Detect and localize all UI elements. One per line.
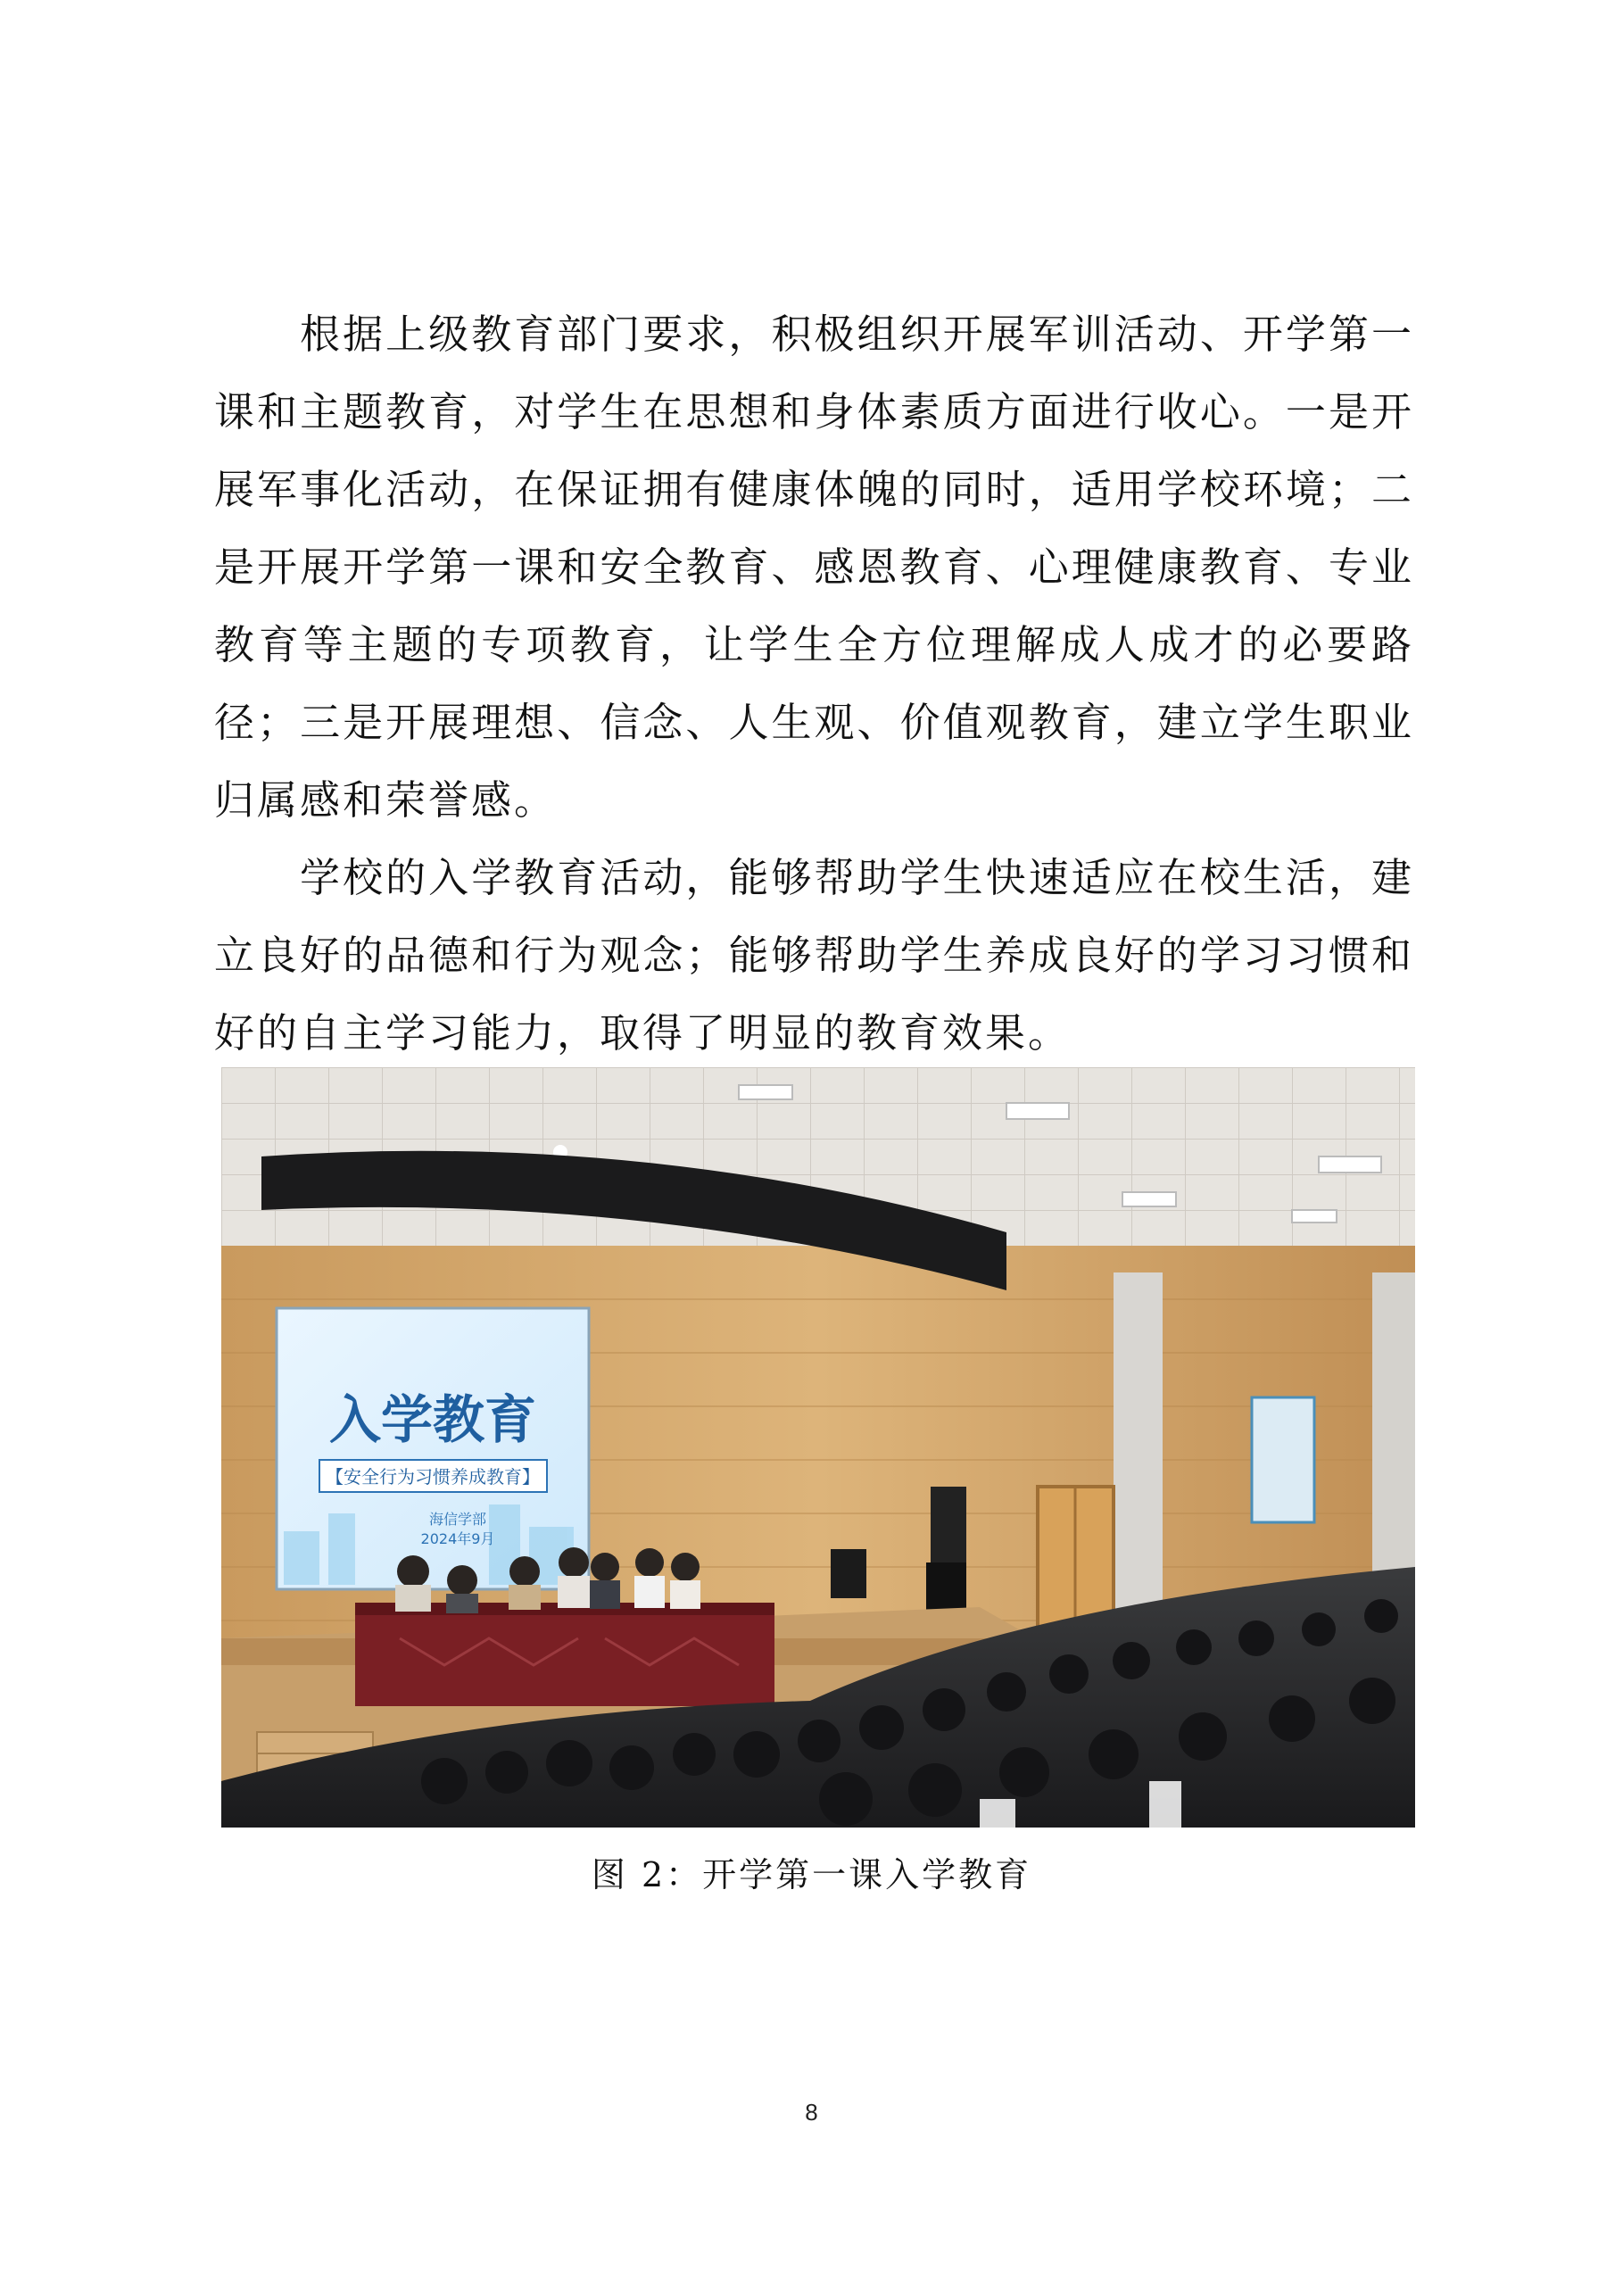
figure-caption: 图 2：开学第一课入学教育 [591,1855,1032,1894]
screen-subtitle-text: 【安全行为习惯养成教育】 [326,1466,540,1488]
screen-org-text: 海信学部 [428,1511,487,1528]
figure-photo [221,1067,1415,1828]
screen-title-text: 入学教育 [328,1389,537,1450]
body-paragraph-2 [214,839,1414,1072]
paragraph-1-text: 根据上级教育部门要求，积极组织开展军训活动、开学第一课和主题教育，对学生在思想和身体素质方面进行收心。一是开展军事化活动，在保证拥有健康体魄的同时，适用学校环境；二是开展开学第一课和安全教育、感恩教育、心理健康教育、专业教育等主题的专项教育，让学生全方位理解成人成才的必要路径；三是开展理想、信念、人生观、价值观教育，建立学生职业归属感和荣誉感。 [214,311,1414,824]
paragraph-2-text: 学校的入学教育活动，能够帮助学生快速适应在校生活，建立良好的品德和行为观念；能够帮助学生养成良好的学习习惯和好的自主学习能力，取得了明显的教育效果。 [214,854,1414,1057]
body-paragraph-1 [214,295,1414,839]
screen-date-text: 2024年9月 [420,1530,495,1547]
page-number: 8 [805,2099,818,2126]
